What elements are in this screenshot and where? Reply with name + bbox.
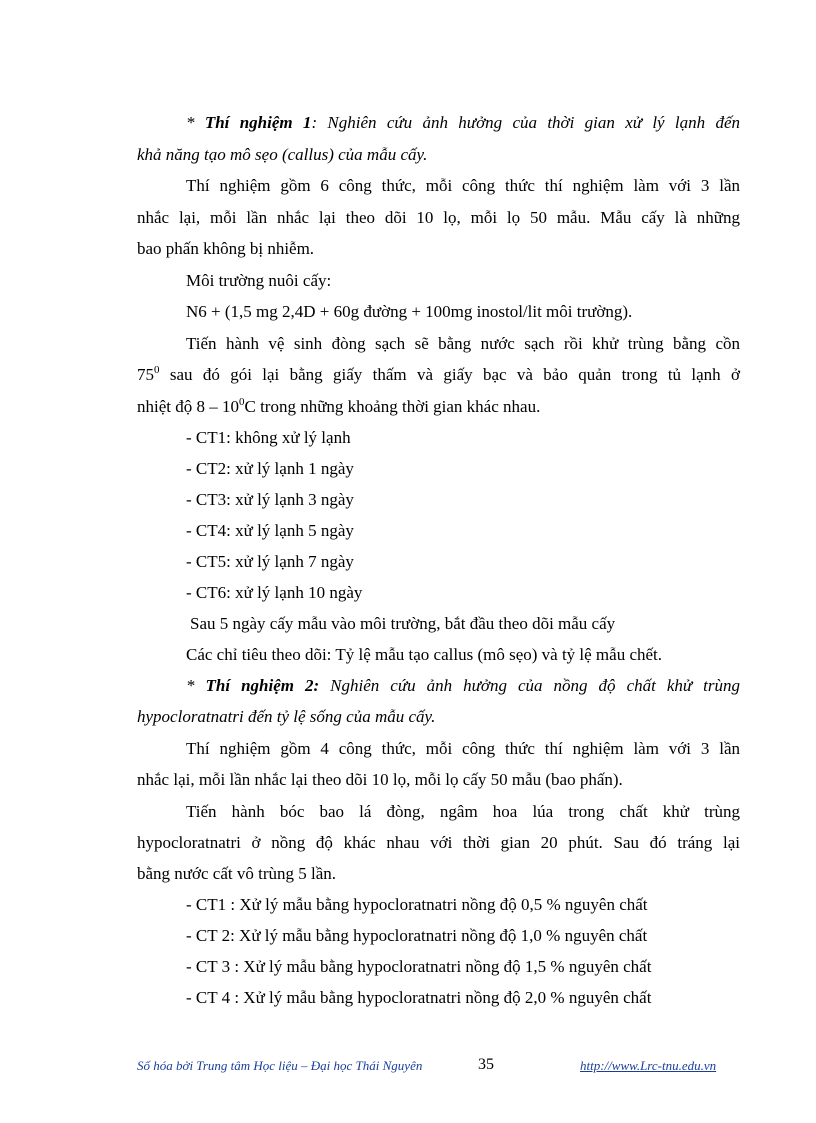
exp2-proc-line1: Tiến hành bóc bao lá đòng, ngâm hoa lúa trong chất khử trùng	[186, 802, 740, 821]
exp1-medium-formula: N6 + (1,5 mg 2,4D + 60g đường + 100mg inostol/lit môi trường).	[186, 302, 633, 321]
exp2-title-part1: Nghiên cứu ảnh hưởng của nồng độ chất khử trùng	[319, 676, 741, 695]
exp1-medium-label: Môi trường nuôi cấy:	[186, 271, 332, 290]
exp2-treatment-item: - CT 4 : Xử lý mẫu bằng hypocloratnatri nồng độ 2,0 % nguyên chất	[186, 988, 652, 1007]
exp2-star: *	[186, 676, 206, 695]
exp1-heading-line1	[186, 113, 740, 133]
exp2-proc-line3: bằng nước cất vô trùng 5 lần.	[137, 864, 337, 883]
exp1-label: Thí nghiệm 1	[204, 113, 312, 132]
exp2-treatment-item: - CT 3 : Xử lý mẫu bằng hypocloratnatri nồng độ 1,5 % nguyên chất	[186, 957, 652, 976]
exp1-treatment-item: - CT5: xử lý lạnh 7 ngày	[186, 552, 354, 571]
exp1-treatment-item: - CT6: xử lý lạnh 10 ngày	[186, 583, 363, 602]
exp2-desc-line2: nhắc lại, mỗi lần nhắc lại theo dõi 10 lọ, mỗi lọ cấy 50 mẫu (bao phấn).	[137, 770, 623, 789]
footer-url-link[interactable]: http://www.Lrc-tnu.edu.vn	[580, 1058, 717, 1073]
exp1-proc-line1: Tiến hành vệ sinh đòng sạch sẽ bằng nước sạch rồi khử trùng bằng cồn	[186, 334, 740, 353]
exp1-desc-line1: Thí nghiệm gồm 6 công thức, mỗi công thức thí nghiệm làm với 3 lần	[186, 176, 740, 195]
exp1-treatment-item: - CT1: không xử lý lạnh	[186, 428, 351, 447]
exp2-desc-line1: Thí nghiệm gồm 4 công thức, mỗi công thức thí nghiệm làm với 3 lần	[186, 739, 740, 758]
exp2-label: Thí nghiệm 2:	[205, 676, 320, 695]
exp1-heading-line2: khả năng tạo mô sẹo (callus) của mẫu cấy.	[137, 145, 428, 164]
exp2-proc-line2: hypocloratnatri ở nồng độ khác nhau với thời gian 20 phút. Sau đó tráng lại	[137, 833, 740, 852]
exp2-heading-line1	[186, 676, 740, 696]
degree-superscript: 0	[154, 364, 160, 376]
exp2-treatment-item: - CT1 : Xử lý mẫu bằng hypocloratnatri nồng độ 0,5 % nguyên chất	[186, 895, 648, 914]
exp2-treatment-item: - CT 2: Xử lý mẫu bằng hypocloratnatri nồng độ 1,0 % nguyên chất	[186, 926, 648, 945]
exp1-title-part1: : Nghiên cứu ảnh hưởng của thời gian xử lý lạnh đến	[311, 113, 741, 132]
degree-superscript: 0	[239, 396, 245, 408]
exp1-star: *	[186, 113, 205, 132]
exp1-treatment-item: - CT4: xử lý lạnh 5 ngày	[186, 521, 354, 540]
page-number: 35	[478, 1056, 494, 1073]
exp1-indicators: Các chỉ tiêu theo dõi: Tỷ lệ mẫu tạo callus (mô sẹo) và tỷ lệ mẫu chết.	[186, 645, 663, 664]
exp1-proc-line2: $75^0$ sau đó gói lại bằng giấy thấm và giấy bạc và bảo quản trong tủ lạnh ở	[137, 364, 740, 384]
exp2-heading-line2: hypocloratnatri đến tỷ lệ sống của mẫu cấy.	[137, 707, 436, 726]
exp1-desc-line2: nhắc lại, mỗi lần nhắc lại theo dõi 10 lọ, mỗi lọ 50 mẫu. Mẫu cấy là những	[137, 208, 740, 227]
footer-source: Số hóa bởi Trung tâm Học liệu – Đại học Thái Nguyên	[137, 1058, 423, 1073]
exp1-followup: Sau 5 ngày cấy mẫu vào môi trường, bắt đầu theo dõi mẫu cấy	[190, 614, 616, 633]
exp1-proc-line3: nhiệt độ $8 - 10^0C$ trong những khoảng thời gian khác nhau.	[137, 396, 541, 416]
exp1-treatment-item: - CT2: xử lý lạnh 1 ngày	[186, 459, 354, 478]
exp1-desc-line3: bao phấn không bị nhiễm.	[137, 239, 315, 258]
exp1-treatment-item: - CT3: xử lý lạnh 3 ngày	[186, 490, 354, 509]
